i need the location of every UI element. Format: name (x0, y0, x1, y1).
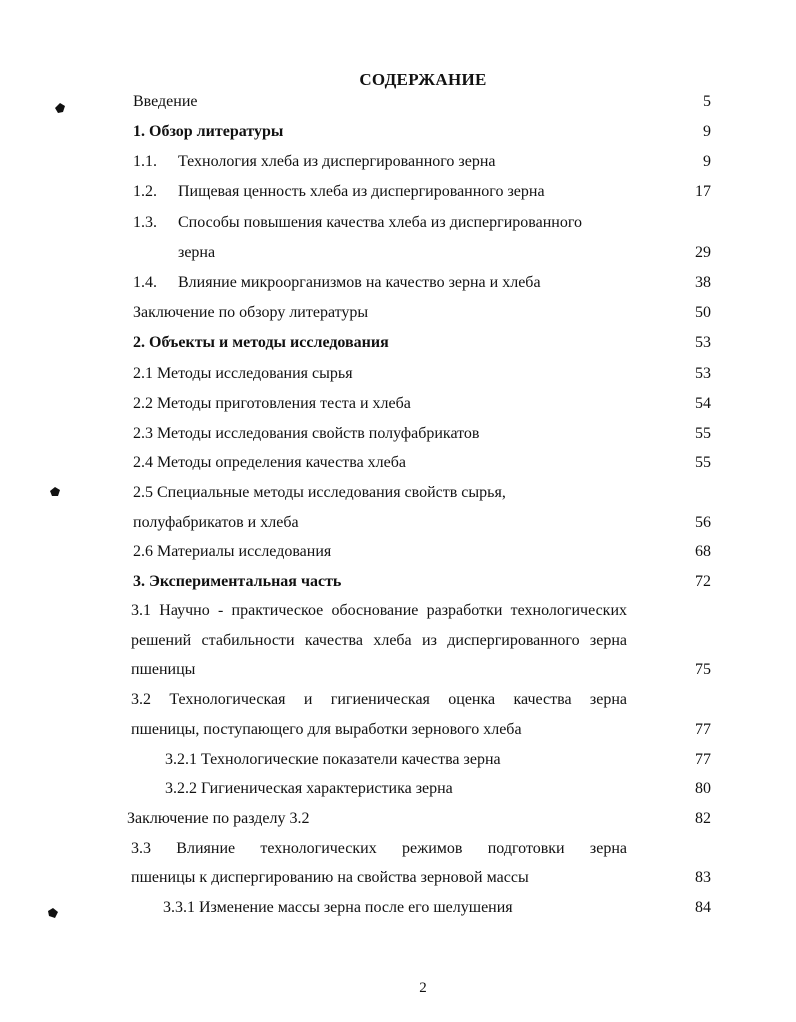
toc-entry-text: Введение (133, 93, 198, 110)
toc-entry-text: 2.6 Материалы исследования (133, 543, 332, 560)
ink-speck (48, 485, 62, 499)
toc-page-number: 55 (695, 454, 711, 471)
toc-entry-text: Технология хлеба из диспергированного зерна (178, 153, 496, 170)
toc-entry-text: Заключение по обзору литературы (133, 304, 369, 321)
toc-entry-text: Пищевая ценность хлеба из диспергированного зерна (178, 183, 545, 200)
toc-subentry-text: 3.3.1 Изменение массы зерна после его шелушения (163, 899, 513, 916)
toc-page-number: 80 (695, 780, 711, 797)
toc-entry (133, 182, 545, 202)
toc-section-heading: 2. Объекты и методы исследования (133, 334, 389, 351)
toc-entry-number: 1.4. (133, 274, 157, 291)
toc-page-number: 68 (695, 543, 711, 560)
toc-entry-text: 3.3 Влияние технологических режимов подготовки зерна (131, 840, 627, 857)
toc-entry-continuation: пшеницы (131, 661, 196, 678)
ink-speck (46, 906, 60, 920)
toc-page-number: 38 (695, 274, 711, 291)
toc-entry-number: 1.2. (133, 183, 157, 200)
toc-page-number: 55 (695, 425, 711, 442)
toc-entry-text: 2.4 Методы определения качества хлеба (133, 454, 406, 471)
toc-entry (133, 152, 496, 172)
toc-entry-continuation: зерна (178, 244, 216, 261)
toc-page-number: 54 (695, 395, 711, 412)
toc-page-number: 17 (695, 183, 711, 200)
toc-entry-text: 2.1 Методы исследования сырья (133, 365, 353, 382)
toc-page-number: 83 (695, 869, 711, 886)
toc-entry (133, 273, 541, 293)
toc-entry-number: 1.1. (133, 153, 157, 170)
toc-page-number: 53 (695, 365, 711, 382)
toc-page-number: 56 (695, 514, 711, 531)
toc-entry-number: 1.3. (133, 214, 157, 231)
toc-entry-continuation: пшеницы к диспергированию на свойства зерновой массы (131, 869, 529, 886)
toc-page-number: 84 (695, 899, 711, 916)
toc-page-number: 77 (695, 751, 711, 768)
toc-page-number: 82 (695, 810, 711, 827)
toc-page-number: 72 (695, 573, 711, 590)
toc-entry-text: 3.1 Научно - практическое обоснование разработки технологических (131, 602, 627, 619)
toc-page-number: 9 (703, 153, 711, 170)
toc-subentry-text: 3.2.2 Гигиеническая характеристика зерна (165, 780, 453, 797)
toc-entry-text: решений стабильности качества хлеба из диспергированного зерна (131, 632, 627, 649)
toc-section-heading: 3. Экспериментальная часть (133, 573, 342, 590)
toc-section-heading: 1. Обзор литературы (133, 123, 284, 140)
ink-speck (52, 100, 68, 116)
toc-entry-text: 2.3 Методы исследования свойств полуфабрикатов (133, 425, 480, 442)
page-number-footer: 2 (419, 980, 427, 996)
toc-entry-text: Влияние микроорганизмов на качество зерна и хлеба (178, 274, 541, 291)
toc-page-number: 75 (695, 661, 711, 678)
toc-entry-text: Заключение по разделу 3.2 (127, 810, 310, 827)
toc-entry-text: Способы повышения качества хлеба из диспергированного (178, 214, 583, 231)
toc-entry (133, 213, 582, 233)
toc-entry-text: 3.2 Технологическая и гигиеническая оценка качества зерна (131, 691, 627, 708)
toc-entry-text: 2.2 Методы приготовления теста и хлеба (133, 395, 411, 412)
toc-subentry-text: 3.2.1 Технологические показатели качества зерна (165, 751, 501, 768)
page-title: СОДЕРЖАНИЕ (359, 70, 487, 89)
toc-entry-continuation: пшеницы, поступающего для выработки зернового хлеба (131, 721, 522, 738)
toc-page-number: 5 (703, 93, 711, 110)
toc-page-number: 50 (695, 304, 711, 321)
toc-page-number: 29 (695, 244, 711, 261)
toc-page-number: 53 (695, 334, 711, 351)
toc-entry-text: 2.5 Специальные методы исследования свойств сырья, (133, 484, 506, 501)
toc-entry-continuation: полуфабрикатов и хлеба (133, 514, 299, 531)
toc-page-number: 77 (695, 721, 711, 738)
toc-page-number: 9 (703, 123, 711, 140)
